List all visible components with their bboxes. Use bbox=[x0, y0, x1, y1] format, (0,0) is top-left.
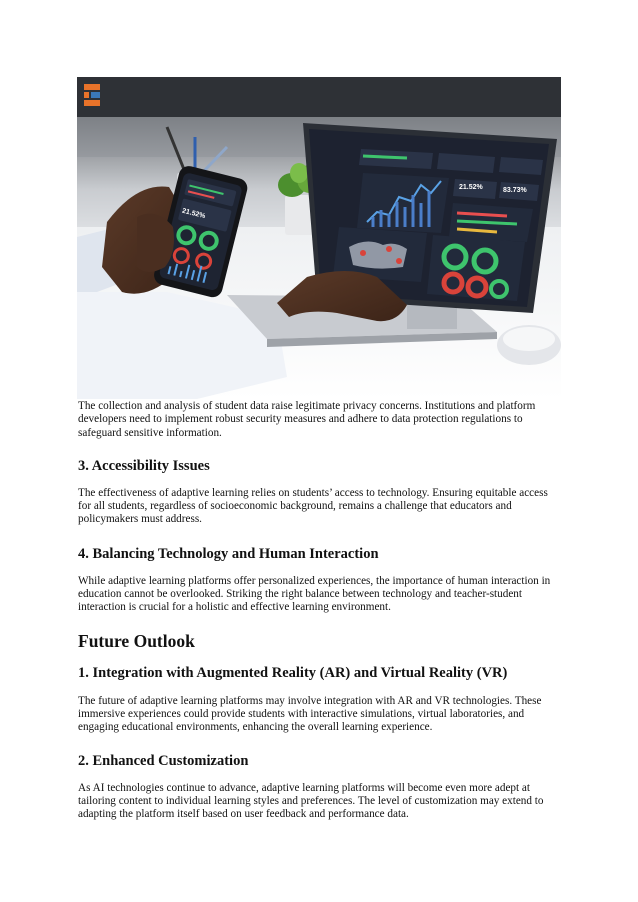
laptop-metric-a: 21.52% bbox=[459, 184, 483, 191]
article-content bbox=[78, 400, 562, 821]
privacy-paragraph: The collection and analysis of student data raise legitimate privacy concerns. Institutions and platform developers need to implement robust security measures and adhere to data protection regulations to safeguard sensitive information. bbox=[78, 400, 536, 439]
ar-vr-heading: 1. Integration with Augmented Reality (AR) and Virtual Reality (VR) bbox=[78, 664, 508, 681]
phone-metric: 21.52% bbox=[181, 207, 207, 221]
future-outlook-heading: Future Outlook bbox=[78, 630, 195, 651]
brand-logo-icon bbox=[84, 84, 100, 106]
balancing-heading: 4. Balancing Technology and Human Interaction bbox=[78, 545, 379, 562]
customization-paragraph: As AI technologies continue to advance, adaptive learning platforms will become even more adept at tailoring content to individual learning styles and preferences. The level of customization may extend to adapting the platform itself based on user feedback and performance data. bbox=[78, 781, 544, 821]
accessibility-paragraph: The effectiveness of adaptive learning relies on students’ access to technology. Ensuring equitable access for all students, regardless of socioeconomic background, remains a challenge that educators and policymakers must address. bbox=[78, 486, 548, 526]
hero-image bbox=[77, 77, 561, 399]
customization-heading: 2. Enhanced Customization bbox=[78, 752, 249, 769]
balancing-paragraph: While adaptive learning platforms offer personalized experiences, the importance of human interaction in education cannot be overlooked. Striking the right balance between technology and teacher-student interaction is crucial for a holistic and effective learning environment. bbox=[78, 574, 551, 614]
accessibility-heading: 3. Accessibility Issues bbox=[78, 457, 210, 474]
ar-vr-paragraph: The future of adaptive learning platforms may involve integration with AR and VR technologies. These immersive experiences could provide students with interactive simulations, virtual laboratories, and engaging educational environments, enhancing the overall learning experience. bbox=[78, 694, 542, 734]
laptop-metric-b: 83.73% bbox=[503, 187, 527, 194]
